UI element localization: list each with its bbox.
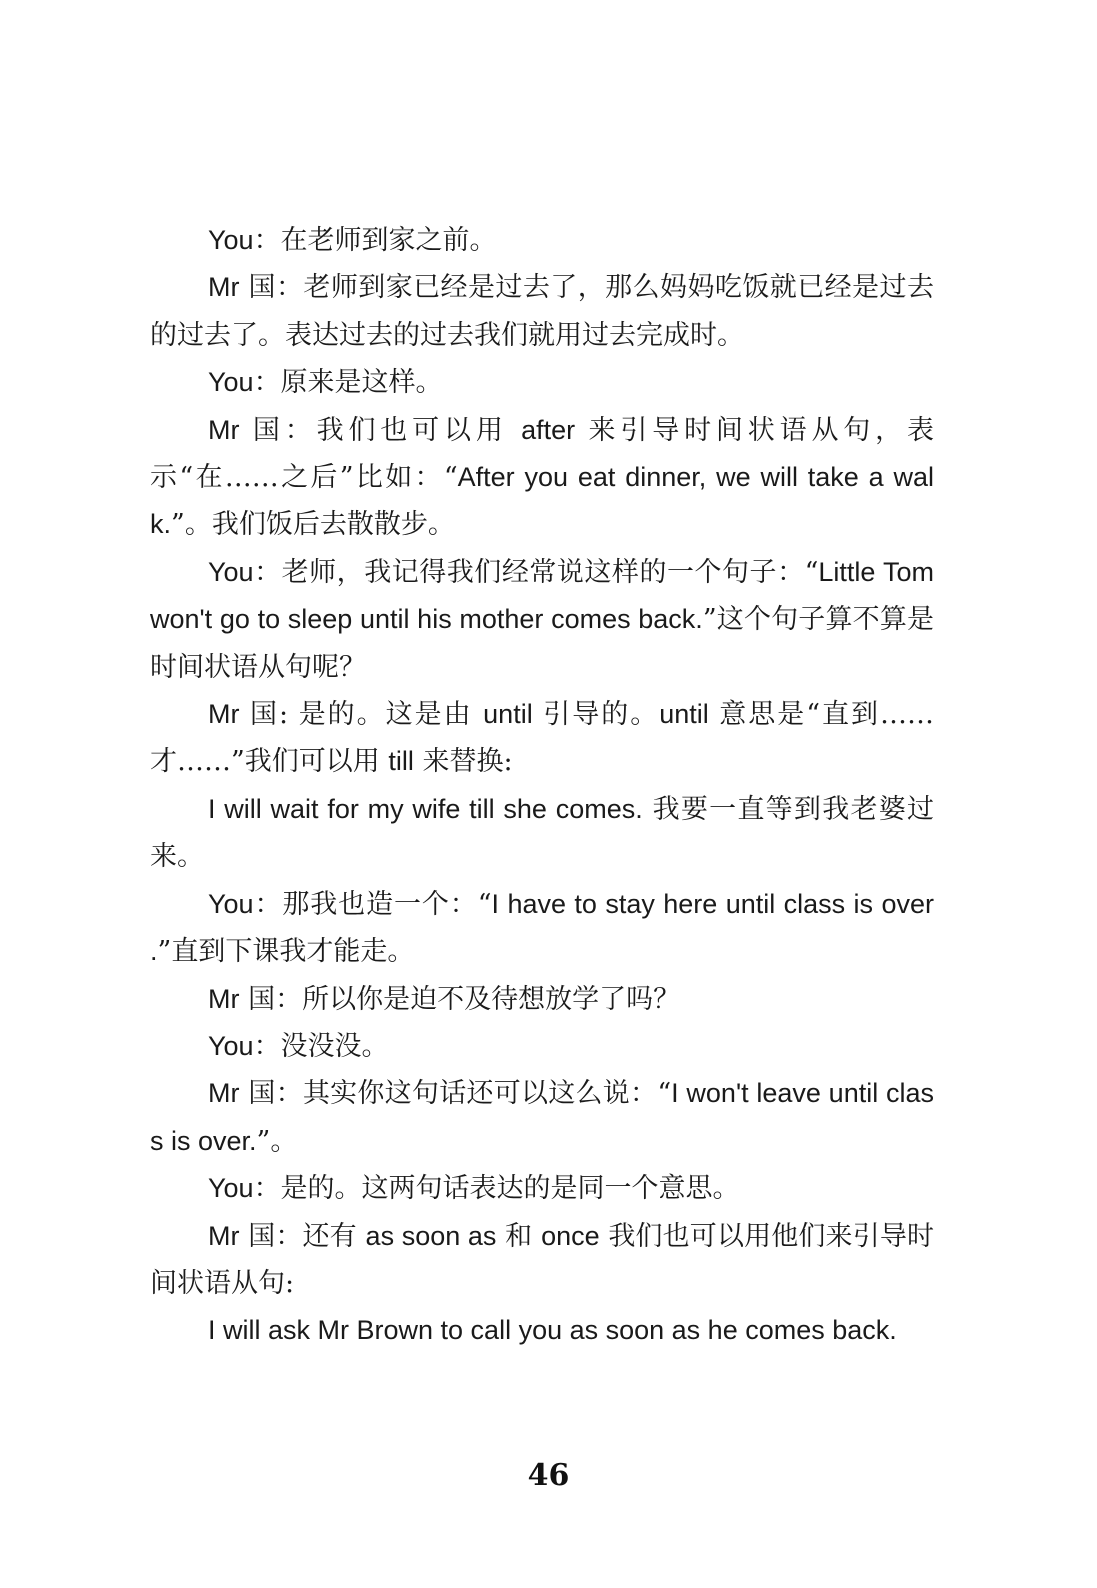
chinese-text: 引导的。 (532, 699, 660, 731)
chinese-text: 国：所以你是迫不及待想放学了吗？ (239, 983, 681, 1015)
dialogue-paragraph (150, 881, 934, 976)
english-text: until (659, 699, 709, 730)
speaker-label: You (208, 556, 254, 587)
chinese-text: ”这个句子算不算是时间状语从句呢？ (150, 604, 934, 683)
speaker-label: Mr (208, 1078, 240, 1109)
chinese-text: 来引导时间状语从句，表示“在……之后”比如：“ (150, 414, 934, 494)
dialogue-paragraph (150, 1165, 934, 1212)
english-text: as soon as (365, 1220, 497, 1251)
chinese-text: ：那我也造一个：“ (253, 888, 492, 920)
chinese-text: ：原来是这样。 (253, 367, 443, 399)
english-text: I will wait for my wife till she comes. (208, 793, 643, 824)
speaker-label: You (208, 225, 254, 255)
english-text: I will ask Mr Brown to call you as soon as he comes back. (208, 1315, 897, 1346)
chinese-text: 我们也可以用他们来引导时间状语从句: (150, 1220, 934, 1299)
english-text: I won't leave until class is over. (150, 1078, 934, 1156)
chinese-text: 来替换: (413, 746, 513, 778)
chinese-text: ：没没没。 (253, 1030, 389, 1062)
english-text: I have to stay here until class is over . (150, 888, 934, 967)
dialogue-paragraph (150, 407, 934, 549)
chinese-text: ”直到下课我才能走。 (157, 936, 415, 968)
english-text: After you eat dinner, we will take a walk. (150, 462, 934, 540)
chinese-text: ”。我们饭后去散散步。 (171, 509, 455, 541)
dialogue-paragraph (150, 359, 934, 406)
english-text: after (521, 414, 576, 445)
speaker-label: Mr (208, 272, 240, 303)
chinese-text: 国：其实你这句话还可以这么说：“ (239, 1078, 672, 1110)
english-text: until (483, 699, 533, 730)
speaker-label: You (208, 888, 254, 919)
dialogue-paragraph (150, 976, 934, 1023)
speaker-label: Mr (208, 983, 240, 1014)
dialogue-paragraph (150, 1070, 934, 1165)
speaker-label: You (208, 367, 254, 398)
speaker-label: You (208, 1173, 254, 1204)
dialogue-paragraph (150, 549, 934, 691)
page-body (150, 217, 934, 1355)
english-text: Little Tom won't go to sleep until his mother comes back. (150, 556, 934, 635)
chinese-text: ”。 (256, 1125, 298, 1157)
english-text: once (541, 1220, 600, 1251)
chinese-text: 国：老师到家已经是过去了，那么妈妈吃饭就已经是过去的过去了。表达过去的过去我们就用过去完成时。 (150, 272, 934, 351)
dialogue-paragraph (150, 786, 934, 881)
chinese-text: 国: 是的。这是由 (239, 699, 484, 731)
chinese-text: ：在老师到家之前。 (253, 225, 497, 256)
speaker-label: Mr (208, 414, 240, 445)
chinese-text: 国：我们也可以用 (239, 414, 522, 446)
chinese-text: 和 (496, 1220, 542, 1252)
english-text: till (388, 746, 414, 777)
dialogue-paragraph (150, 1023, 934, 1070)
chinese-text: 国：还有 (239, 1220, 366, 1252)
dialogue-paragraph (150, 691, 934, 786)
page-number: 46 (527, 1458, 570, 1493)
chinese-text: ：老师，我记得我们经常说这样的一个句子：“ (253, 556, 819, 588)
dialogue-paragraph (150, 1307, 934, 1354)
speaker-label: Mr (208, 699, 240, 730)
speaker-label: Mr (208, 1220, 240, 1251)
chinese-text: 意思是“直到……才……”我们可以用 (150, 699, 934, 778)
chinese-text: ：是的。这两句话表达的是同一个意思。 (253, 1173, 740, 1205)
speaker-label: You (208, 1030, 254, 1061)
chinese-text: 我要一直等到我老婆过来。 (150, 793, 934, 873)
dialogue-paragraph (150, 217, 934, 264)
dialogue-paragraph (150, 1213, 934, 1308)
dialogue-paragraph (150, 264, 934, 359)
